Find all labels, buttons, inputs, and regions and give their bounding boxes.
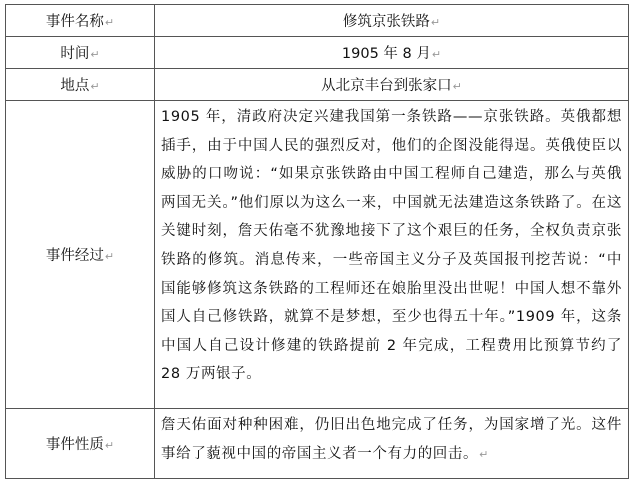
- table-cell-label: [6, 409, 155, 479]
- label-place: 地点: [60, 78, 90, 94]
- paragraph-mark-icon: ↵: [479, 448, 489, 461]
- table-cell-value: [155, 101, 629, 409]
- paragraph-mark-icon: ↵: [90, 80, 100, 93]
- label-event-name: 事件名称: [45, 14, 104, 30]
- event-table: [5, 4, 629, 479]
- paragraph-mark-icon: ↵: [104, 16, 115, 29]
- table-cell-label: [6, 5, 155, 37]
- value-time: 1905 年 8 月: [341, 46, 431, 62]
- table-row: [6, 37, 629, 69]
- value-process: 1905 年，清政府决定兴建我国第一条铁路——京张铁路。英俄都想插手，由于中国人民的强烈反对，他们的企图没能得逞。英俄使臣以威胁的口吻说：“如果京张铁路由中国工程师自己建造，那么与英俄两国无关。”他们原以为这么一来，中国就无法建造这条铁路了。在这关键时刻，詹天佑毫不犹豫地接下了这个艰巨的任务，全权负责京张铁路的修筑。消息传来，一些帝国主义分子及英国报刊挖苦说：“中国能够修筑这条铁路的工程师还在娘胎里没出世呢！中国人想不靠外国人自己修铁路，就算不是梦想，至少也得五十年。”1909 年，这条中国人自己设计修建的铁路提前 2 年完成，工程费用比预算节约了 28 万两银子。: [161, 109, 622, 383]
- label-nature: 事件性质: [45, 437, 104, 453]
- label-process: 事件经过: [45, 248, 104, 264]
- paragraph-mark-icon: ↵: [452, 80, 462, 93]
- table-row: [6, 409, 629, 479]
- value-nature: 詹天佑面对种种困难，仍旧出色地完成了任务，为国家增了光。这件事给了藐视中国的帝国主义者一个有力的回击。: [161, 417, 622, 462]
- table-cell-value: [155, 5, 629, 37]
- table-row: [6, 69, 629, 101]
- paragraph-mark-icon: ↵: [104, 250, 115, 263]
- paragraph-mark-icon: ↵: [431, 48, 442, 61]
- paragraph-mark-icon: ↵: [104, 439, 115, 452]
- table-cell-value: [155, 69, 629, 101]
- table-cell-value: [155, 409, 629, 479]
- table-cell-label: [6, 101, 155, 409]
- label-time: 时间: [60, 46, 90, 62]
- value-place: 从北京丰台到张家口: [321, 78, 452, 94]
- table-row: [6, 5, 629, 37]
- table-cell-label: [6, 37, 155, 69]
- paragraph-mark-icon: ↵: [90, 48, 100, 61]
- value-event-name: 修筑京张铁路: [342, 14, 430, 30]
- table-cell-value: [155, 37, 629, 69]
- paragraph-mark-icon: ↵: [430, 16, 441, 29]
- table-row: [6, 101, 629, 409]
- table-cell-label: [6, 69, 155, 101]
